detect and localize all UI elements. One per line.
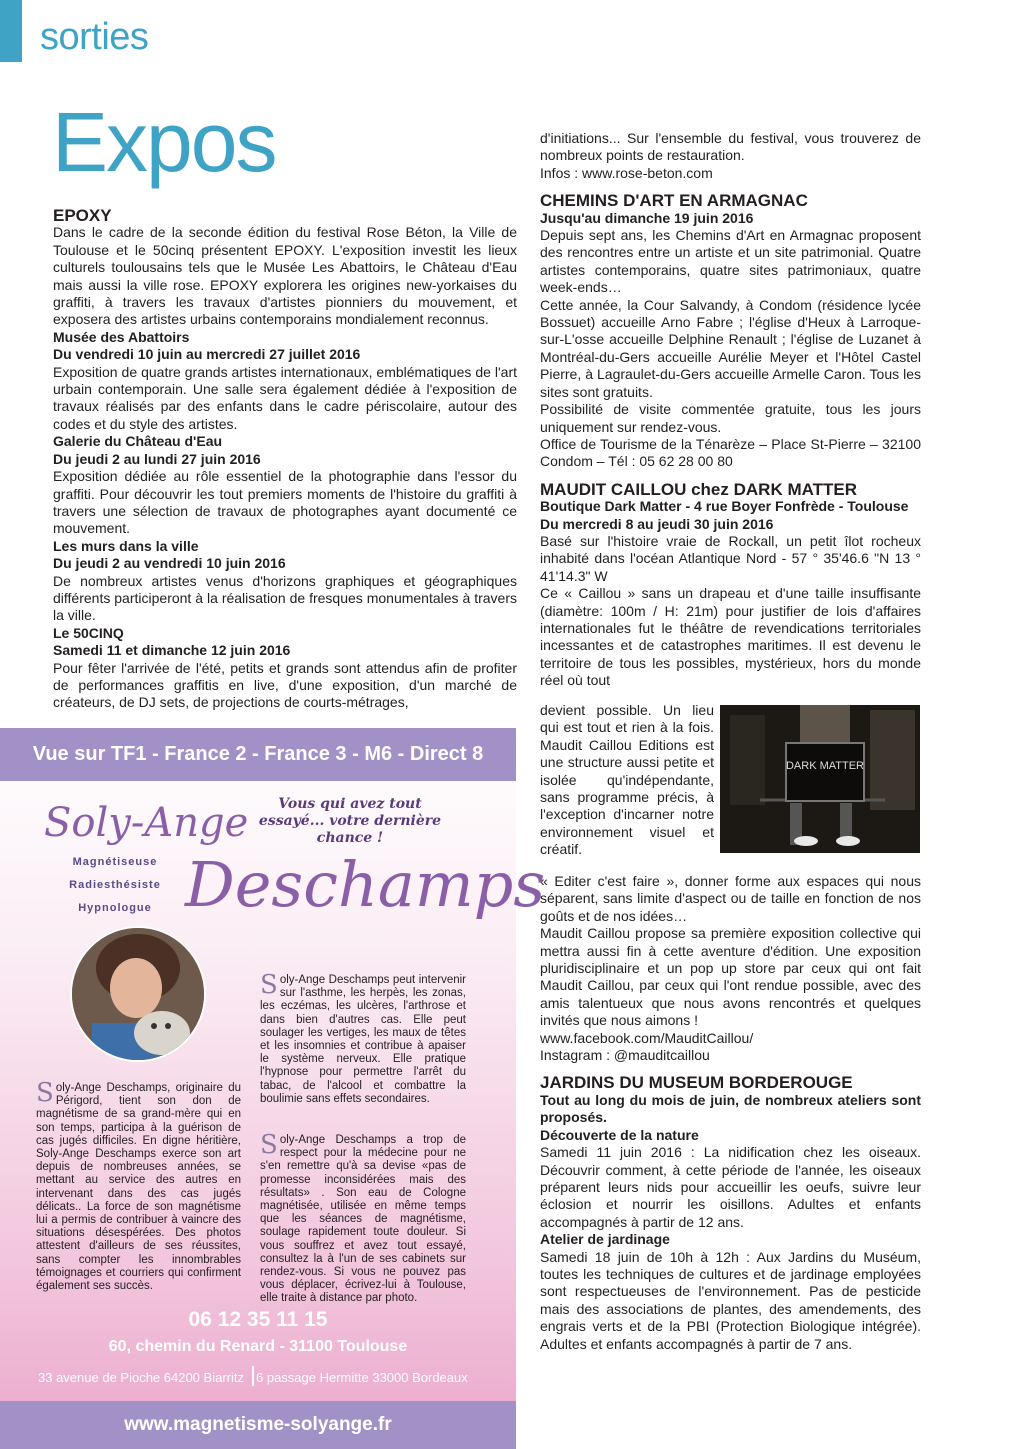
article-paragraph: Possibilité de visite commentée gratuite, tous les jours uniquement sur rendez-vous. — [540, 401, 921, 435]
ad-last-name: Deschamps — [185, 848, 546, 921]
article-subheading: Découverte de la nature — [540, 1126, 699, 1143]
article-paragraph: Pour fêter l'arrivée de l'été, petits et grands sont attendus afin de profiter de performances graffitis en live, d'une exposition, d'un marché de créateurs, de DJ sets, de projections de courts-métrages, — [53, 659, 517, 711]
article-heading: JARDINS DU MUSEUM BORDEROUGE — [540, 1073, 853, 1093]
article-paragraph: Exposition dédiée au rôle essentiel de la photographie dans l'essor du graffiti. Pour découvrir les tout premiers moments de l'histoire du graffiti à travers une sélection de travaux de photographes ayant documenté ce mouvement. — [53, 468, 517, 537]
article-paragraph: Infos : www.rose-beton.com — [540, 164, 713, 181]
shop-sign-image — [720, 705, 920, 853]
article-subheading: Atelier de jardinage — [540, 1231, 670, 1248]
article-paragraph: Samedi 18 juin de 10h à 12h : Aux Jardins du Muséum, toutes les techniques de cultures et de jardinage employées sont respectueuses de l'environnement. Pas de pesticide mais des associations de plantes, des amendements, des engrais verts et de la PBI (Protection Biologique intégrée). Adultes et enfants accompagnés à partir de 7 ans. — [540, 1248, 921, 1352]
left-column — [53, 207, 517, 712]
ad-paragraph-3 — [260, 1130, 466, 1306]
drop-cap: S — [36, 1078, 54, 1108]
ad-title-2: Radiesthésiste — [69, 879, 161, 891]
dark-matter-photo — [720, 705, 920, 853]
ad-address-main: 60, chemin du Renard - 31100 Toulouse — [108, 1338, 408, 1355]
article-heading: CHEMINS D'ART EN ARMAGNAC — [540, 191, 808, 211]
wrapped-text: devient possible. Un lieu qui est tout et rien à la fois. Maudit Caillou Editions est une structure aussi petite et isolée qu'indépendante, sans programme précis, à l'exception d'incarner notre environnement visuel et créatif. — [540, 702, 714, 858]
drop-cap: S — [260, 970, 278, 1000]
section-tab-marker — [0, 0, 22, 62]
article-subheading: Du vendredi 10 juin au mercredi 27 juillet 2016 — [53, 346, 361, 363]
article-paragraph: Basé sur l'histoire vraie de Rockall, un petit îlot rocheux inhabité dans l'océan Atlantique Nord - 57 ° 35'46.6 "N 13 ° 41'14.3" W — [540, 532, 921, 584]
section-label: sorties — [40, 16, 149, 58]
ad-paragraph-2 — [260, 970, 466, 1106]
ad-address-biarritz: 33 avenue de Pioche 64200 Biarritz — [38, 1370, 244, 1385]
article-subheading: Du mercredi 8 au jeudi 30 juin 2016 — [540, 515, 774, 532]
article-paragraph: d'initiations... Sur l'ensemble du festival, vous trouverez de nombreux points de restauration. — [540, 130, 921, 164]
article-paragraph: Dans le cadre de la seconde édition du festival Rose Béton, la Ville de Toulouse et le 50cinq présentent EPOXY. L'exposition investit les lieux culturels toulousains tels que le Musée Les Abattoirs, le Château d'Eau mais aussi la ville rose. EPOXY explorera les origines new-yorkaises du graffiti, à travers les travaux d'artistes pionniers du mouvement, et exposera des artistes urbains contemporains mondialement reconnus. — [53, 224, 517, 328]
article-paragraph: www.facebook.com/MauditCaillou/ — [540, 1029, 754, 1046]
article-subheading: Musée des Abattoirs — [53, 328, 190, 345]
ad-paragraph-3-text: oly-Ange Deschamps a trop de respect pour la médecine pour ne s'en remettre qu'à sa devise «pas de promesse inconsidérées mais des résultats» . Son eau de Cologne magnétisée, utilisée en même temps que les séances de magnétisme, soulage rapidement toute douleur. Si vous souffrez et avez tout essayé, consultez la à l'un de ses cabinets sur rendez-vous. Si vous ne pouvez pas vous déplacer, écrivez-lui à Toulouse, elle traite à distance par photo. — [260, 1134, 466, 1305]
article-paragraph: Instagram : @mauditcaillou — [540, 1047, 710, 1064]
page-title: Expos — [52, 95, 276, 189]
article-subheading: Samedi 11 et dimanche 12 juin 2016 — [53, 642, 291, 659]
article-subheading: Jusqu'au dimanche 19 juin 2016 — [540, 209, 754, 226]
article-subheading: Les murs dans la ville — [53, 537, 199, 554]
drop-cap: S — [260, 1130, 278, 1160]
article-heading: EPOXY — [53, 206, 112, 225]
article-subheading: Boutique Dark Matter - 4 rue Boyer Fonfrède - Toulouse — [540, 498, 909, 515]
article-subheading: Du jeudi 2 au vendredi 10 juin 2016 — [53, 555, 286, 572]
article-paragraph: Samedi 11 juin 2016 : La nidification chez les oiseaux. Découvrir comment, à cette période de l'année, les oiseaux préparent leurs nids pour accueillir les oeufs, suivre leur éclosion et nourrir les oisillons. Adultes et enfants accompagnés à partir de 12 ans. — [540, 1144, 921, 1230]
ad-address-bordeaux: 6 passage Hermitte 33000 Bordeaux — [256, 1370, 468, 1385]
ad-website: www.magnetisme-solyange.fr — [0, 1401, 516, 1449]
portrait-image — [72, 928, 204, 1060]
advertisement — [0, 728, 546, 1449]
right-column — [540, 130, 921, 690]
ad-title-3: Hypnologue — [78, 902, 152, 914]
ad-tagline: Vous qui avez tout essayé... votre dernière chance ! — [258, 796, 442, 846]
article-subheading: Du jeudi 2 au lundi 27 juin 2016 — [53, 450, 261, 467]
ad-paragraph-2-text: oly-Ange Deschamps peut intervenir sur l'asthme, les herpès, les zonas, les eczémas, les ulcères, l'arthrose et dans bien d'autres cas. Elle peut soulager les vertiges, les maux de têtes et les insomnies et contribue à apaiser le système nerveux. Elle pratique l'hypnose pour permettre l'arrêt du tabac, de l'alcool et combattre la boulimie sans effets secondaires. — [260, 974, 466, 1105]
ad-phone-number: 06 12 35 11 15 — [188, 1308, 328, 1331]
article-paragraph: Depuis sept ans, les Chemins d'Art en Armagnac proposent des rencontres entre un artiste et un site patrimonial. Quatre artistes contemporains, quatre sites patrimoniaux, quatre week-ends… — [540, 227, 921, 296]
article-subheading: Le 50CINQ — [53, 624, 124, 641]
article-heading: MAUDIT CAILLOU chez DARK MATTER — [540, 479, 857, 499]
article-subheading: Galerie du Château d'Eau — [53, 433, 223, 450]
ad-tv-band: Vue sur TF1 - France 2 - France 3 - M6 - Direct 8 — [0, 728, 516, 781]
portrait-photo — [70, 926, 206, 1062]
wrapped-paragraph — [540, 702, 714, 859]
right-column-lower — [540, 873, 921, 1353]
ad-title-1: Magnétiseuse — [72, 856, 158, 868]
sign-text: DARK MATTER — [785, 760, 865, 772]
article-paragraph: Cette année, la Cour Salvandy, à Condom (résidence lycée Bossuet) accueille Arno Fabre ; l'église d'Heux à Larroque-sur-L'osse accueille Delphine Renault ; l'église de Luzanet à Montréal-du-Gers accueille Aurélie Meyer et l'Hôtel Castel Pierre, à Lagraulet-du-Gers accueille Armelle Caron. Tous les sites sont gratuits. — [540, 296, 921, 400]
ad-address-divider — [252, 1366, 254, 1386]
article-paragraph: Exposition de quatre grands artistes internationaux, emblématiques de l'art urbain contemporain. Une salle sera également dédiée à l'exposition de travaux réalisés par des enfants dans le cadre périscolaire, autour des codes et du style des artistes. — [53, 363, 517, 432]
article-paragraph: De nombreux artistes venus d'horizons graphiques et géographiques différents participeront à la réalisation de fresques monumentales à travers la ville. — [53, 572, 517, 624]
article-paragraph: Office de Tourisme de la Ténarèze – Place St-Pierre – 32100 Condom – Tél : 05 62 28 00 80 — [540, 435, 921, 470]
ad-paragraph-1 — [36, 1078, 241, 1293]
ad-paragraph-1-text: oly-Ange Deschamps, originaire du Périgord, tient son don de magnétisme de sa grand-mère qui en son temps, participa à la guérison de cas jugés difficiles. En digne héritière, Soly-Ange Deschamps exerce son art depuis de nombreuses années, se mettant au service des autres en intervenant dans des cas jugés délicats.. La force de son magnétisme lui a permis de contribuer à vaincre des situations désespérées. Des photos attestent d'ailleurs de ses réussites, sans compter les innombrables témoignages et courriers qui confirment également ses succès. — [36, 1082, 241, 1293]
ad-first-name: Soly-Ange — [44, 800, 249, 846]
article-paragraph: Maudit Caillou propose sa première exposition collective qui mettra aussi fin à cette aventure d'édition. Une exposition pluridisciplinaire et un pop up store par ceux qui ont fait Maudit Caillou, par ceux qui l'ont rendue possible, avec des amis talentueux que nous avons rencontrés et quelques invités que nous aimons ! — [540, 925, 921, 1029]
article-subheading: Tout au long du mois de juin, de nombreux ateliers sont proposés. — [540, 1091, 921, 1126]
article-paragraph: « Editer c'est faire », donner forme aux espaces qui nous séparent, sans limite d'aspect ou de taille en fonction de nos goûts et de nos idées… — [540, 873, 921, 924]
article-paragraph: Ce « Caillou » sans un drapeau et d'une taille insuffisante (diamètre: 100m / H: 21m) pour justifier de lois d'affaires internationales fut le théâtre de revendications territoriales incessantes et de catastrophes maritimes. Il est devenu le territoire de tous les possibles, mystérieux, hors du monde réel où tout — [540, 585, 921, 689]
